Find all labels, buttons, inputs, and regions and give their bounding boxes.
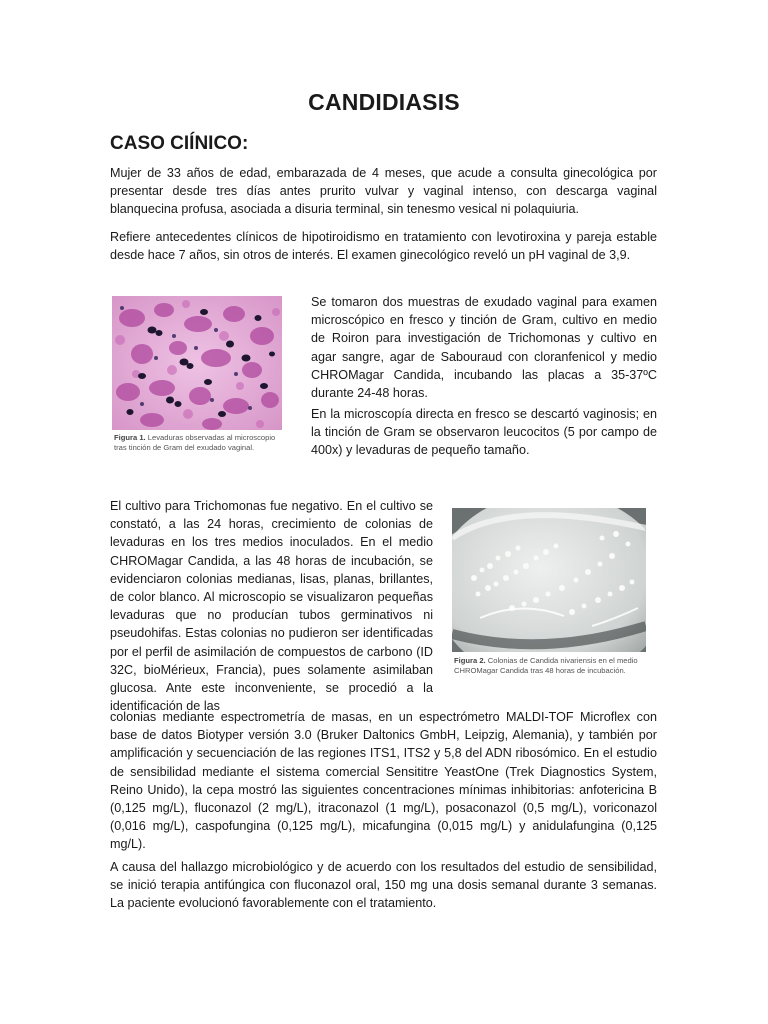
figure-1-label: Figura 1.	[114, 433, 146, 442]
figure-2-caption-text: Colonias de Candida nivariensis en el medio CHROMagar Candida tras 48 horas de incubación.	[454, 656, 638, 675]
gram-stain-micrograph	[112, 296, 282, 430]
paragraph-samples: Se tomaron dos muestras de exudado vaginal para examen microscópico en fresco y tinción de Gram, cultivo en medio de Roiron para investigación de Trichomonas y cultivo en agar sangre, agar de Sabouraud con cloranfenicol y medio CHROMagar Candida, incubando las placas a 35-37ºC durante 24-48 horas.	[311, 295, 657, 401]
figure-2-caption	[454, 656, 650, 675]
paragraph-identification: colonias mediante espectrometría de masas, en un espectrómetro MALDI-TOF Microflex con base de datos Biotyper versión 3.0 (Bruker Daltonics GmbH, Leipzig, Alemania), y también por amplificación y secuenciación de las regiones ITS1, ITS2 y 5,8 del ADN ribosómico. En el estudio de sensibilidad mediante el sistema comercial Sensititre YeastOne (Trek Diagnostics System, Reino Unido), la cepa mostró las siguientes concentraciones mínimas inhibitorias: anfotericina B (0,125 mg/L), fluconazol (2 mg/L), itraconazol (1 mg/L), posaconazol (0,5 mg/L), voriconazol (0,016 mg/L), caspofungina (0,125 mg/L), micafungina (0,015 mg/L) y anidulafungina (0,125 mg/L).	[110, 710, 657, 852]
paragraph-microscopy: En la microscopía directa en fresco se descartó vaginosis; en la tinción de Gram se observaron leucocitos (5 por campo de 400x) y levaduras de pequeño tamaño.	[311, 407, 657, 458]
figure-2	[452, 508, 650, 678]
figure-1-caption-text: Levaduras observadas al microscopio tras tinción de Gram del exudado vaginal.	[114, 433, 276, 452]
section-heading: CASO CIÍNICO:	[110, 133, 249, 154]
page-title: CANDIDIASIS	[308, 89, 460, 115]
figure-1	[112, 296, 282, 461]
paragraph-culture: El cultivo para Trichomonas fue negativo. En el cultivo se constató, a las 24 horas, crecimiento de colonias de levaduras en los tres medios inoculados. En el medio CHROMagar Candida, a las 48 horas de incubación, se evidenciaron colonias medianas, lisas, planas, brillantes, de color blanco. Al microscopio se visualizaron pequeñas levaduras que no producían tubos germinativos ni pseudohifas. Estas colonias no pudieron ser identificadas por el perfil de asimilación de compuestos de carbono (ID 32C, bioMérieux, Francia), pues solamente asimilaban glucosa. Ante este inconveniente, se procedió a la identificación de las	[110, 499, 433, 714]
culture-plate-photo	[452, 508, 646, 652]
paragraph-treatment: A causa del hallazgo microbiológico y de acuerdo con los resultados del estudio de sensibilidad, se inició terapia antifúngica con fluconazol oral, 150 mg una dosis semanal durante 3 semanas. La paciente evolucionó favorablemente con el tratamiento.	[110, 860, 657, 911]
figure-1-caption	[114, 433, 280, 452]
paragraph-presentation: Mujer de 33 años de edad, embarazada de 4 meses, que acude a consulta ginecológica por presentar desde tres días antes prurito vulvar y vaginal intenso, con descarga vaginal blanquecina profusa, asociada a disuria terminal, sin tenesmo vesical ni polaquiuria.	[110, 166, 657, 217]
paragraph-history: Refiere antecedentes clínicos de hipotiroidismo en tratamiento con levotiroxina y pareja estable desde hace 7 años, sin otros de interés. El examen ginecológico reveló un pH vaginal de 3,9.	[110, 230, 657, 263]
figure-2-label: Figura 2.	[454, 656, 486, 665]
